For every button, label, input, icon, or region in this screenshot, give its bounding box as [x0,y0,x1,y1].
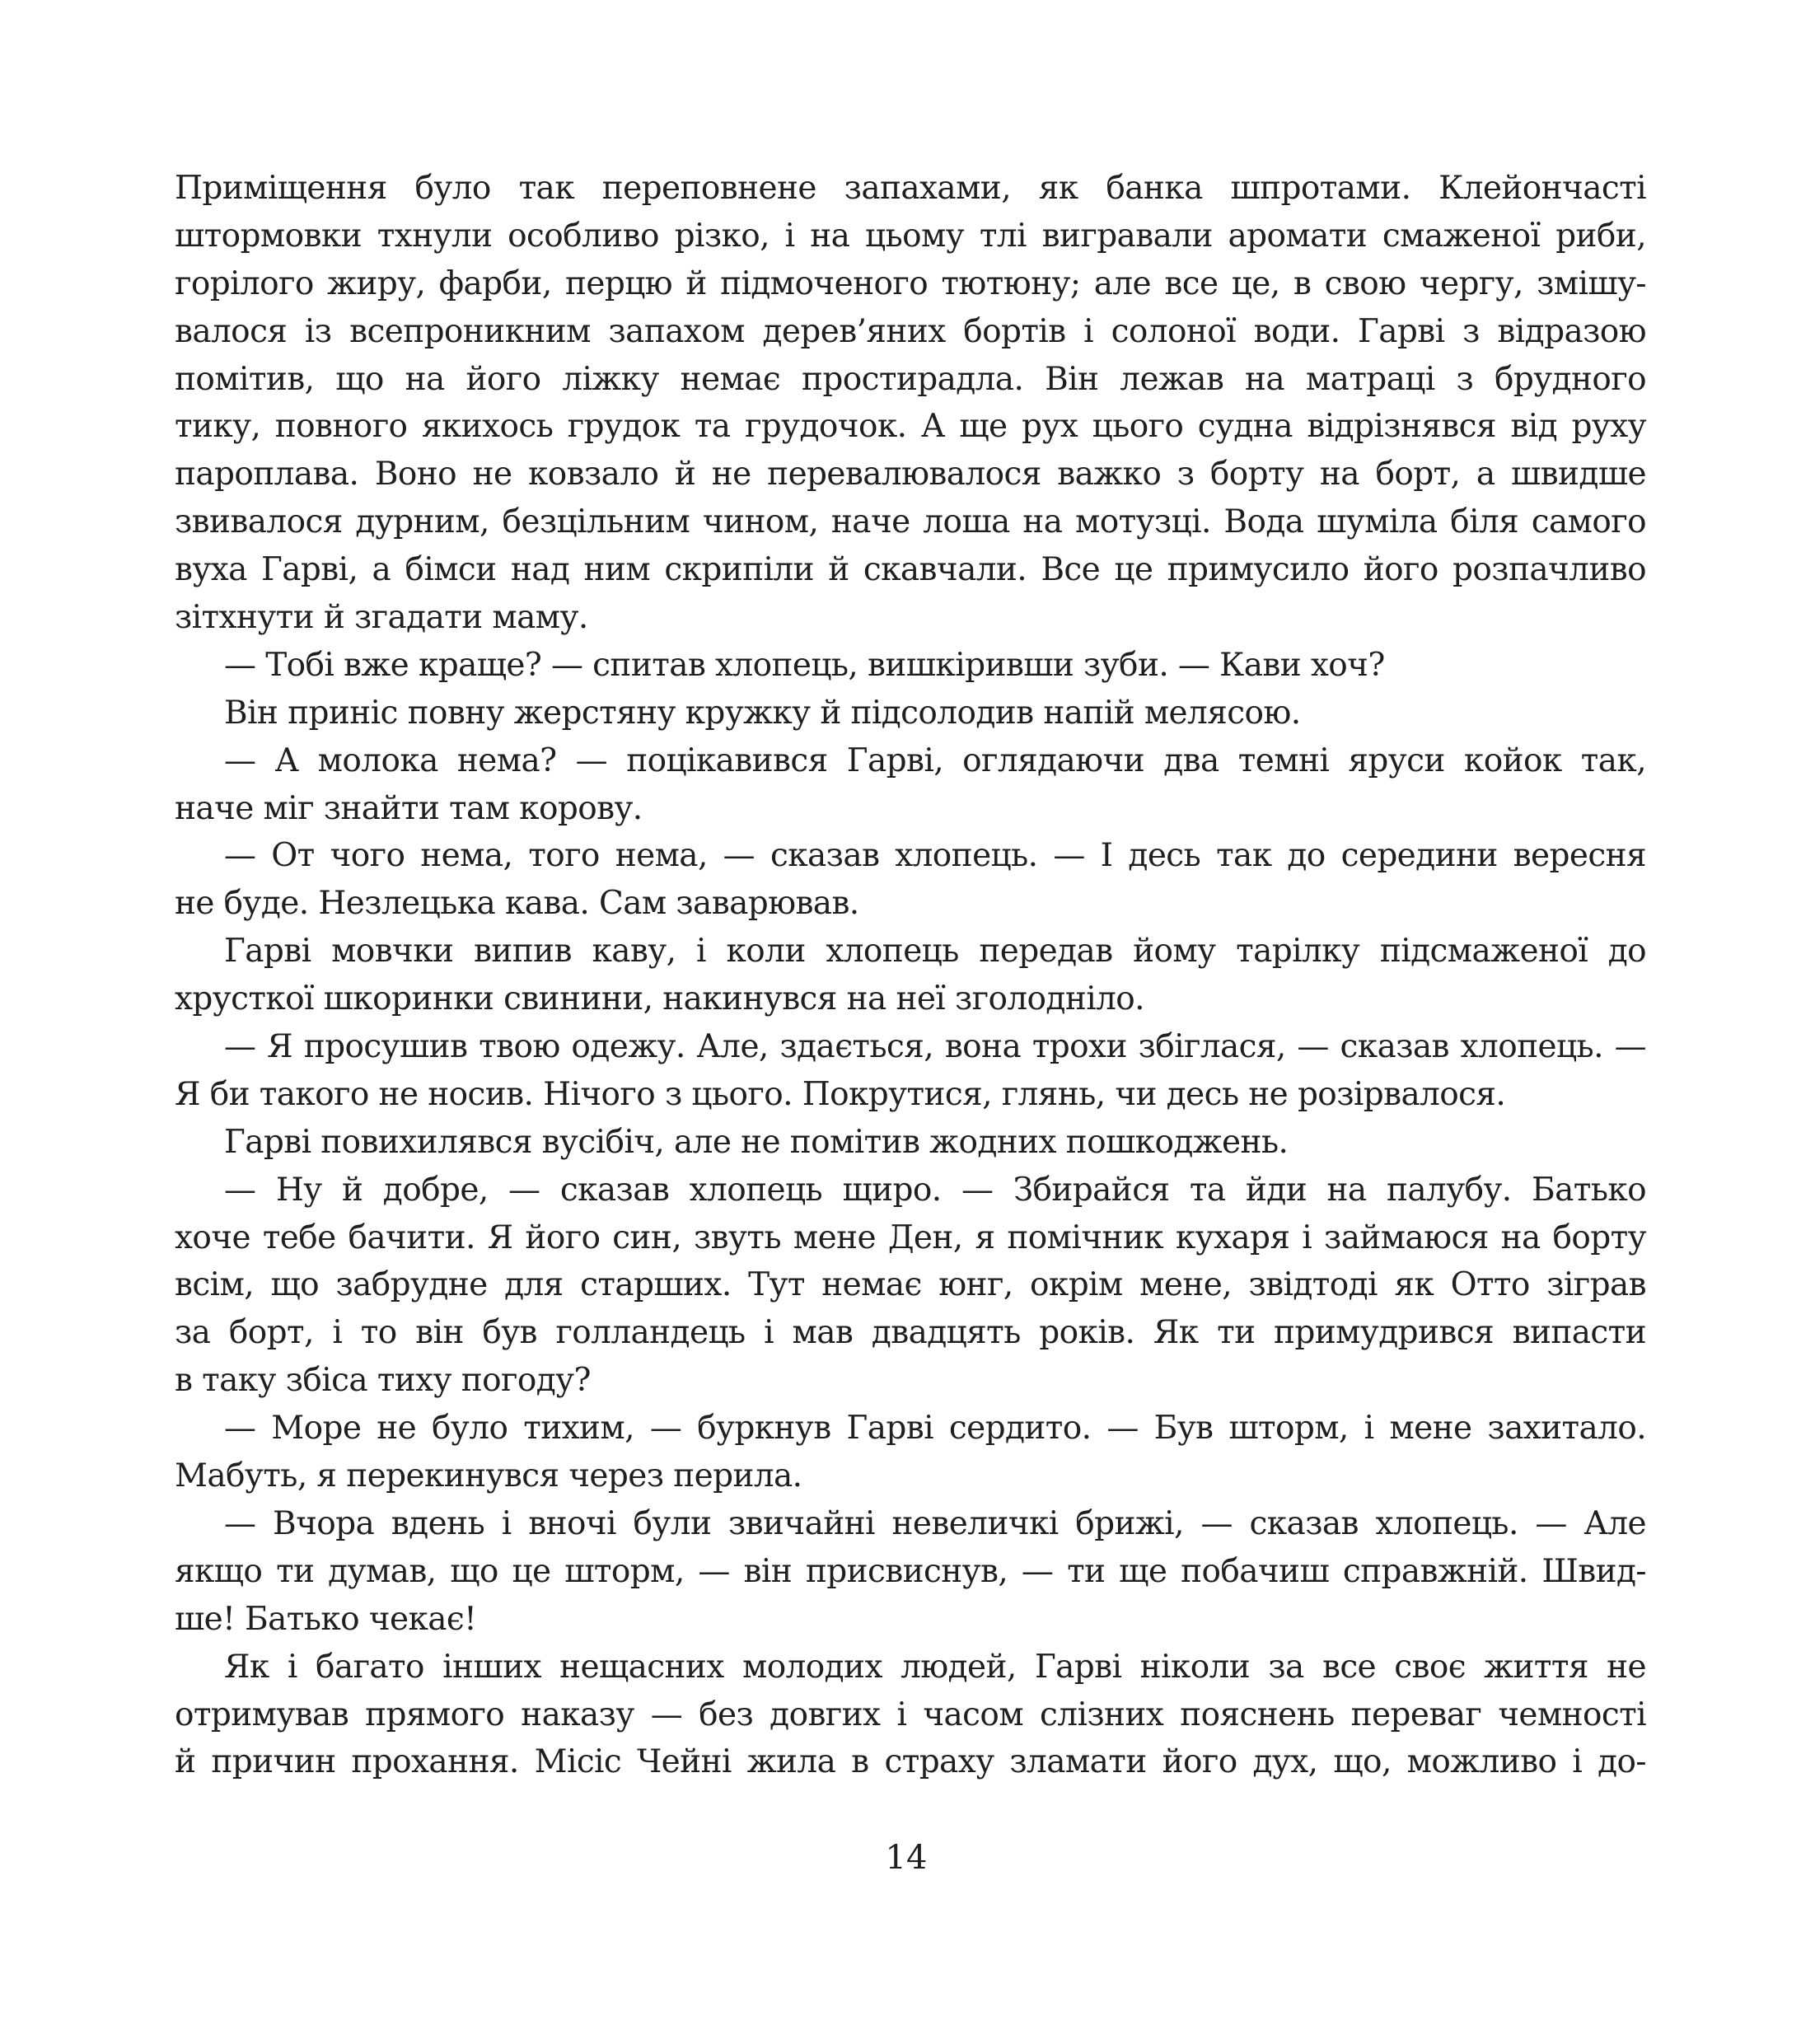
text-line: штормовки тхнули особливо різко, і на цьому тлі вигравали аромати смаженої риби, [175,217,1646,255]
text-line: тику, повного якихось грудок та грудочок. А ще рух цього судна відрізнявся від руху [175,408,1646,446]
text-line: Мабуть, я перекинувся через перила. [175,1457,802,1495]
page-number: 14 [885,1839,928,1877]
text-line: — Вчора вдень і вночі були звичайні невеличкі брижі, — сказав хлопець. — Але [224,1504,1646,1542]
text-line: ше! Батько чекає! [175,1600,477,1638]
text-line: за борт, і то він був голландець і мав двадцять років. Як ти примудрився випасти [175,1314,1646,1352]
text-line: — Море не було тихим, — буркнув Гарві сердито. — Був шторм, і мене захитало. [224,1410,1646,1448]
text-line: не буде. Незлецька кава. Сам заварював. [175,885,859,923]
body-text [175,165,1646,1786]
text-line: пароплава. Воно не ковзало й не перевалювалося важко з борту на борт, а швидше [175,456,1646,493]
text-line: Приміщення було так переповнене запахами, як банка шпротами. Клейончасті [175,170,1646,207]
text-line: — Я просушив твою одежу. Але, здається, вона трохи збіглася, — сказав хлопець. — [224,1028,1646,1066]
text-line: звивалося дурним, безцільним чином, наче лоша на мотузці. Вода шуміла біля самого [175,503,1646,541]
text-line: помітив, що на його ліжку немає простирадла. Він лежав на матраці з брудного [175,360,1646,398]
text-line: Гарві мовчки випив каву, і коли хлопець передав йому тарілку підсмаженої до [224,933,1646,971]
text-line: зітхнути й згадати маму. [175,599,588,637]
text-line: отримував прямого наказу — без довгих і часом слізних пояснень переваг чемності [175,1696,1646,1733]
text-line: хрусткої шкоринки свинини, накинувся на неї зголодніло. [175,980,1144,1018]
text-line: горілого жиру, фарби, перцю й підмоченого тютюну; але все це, в свою чергу, змішу- [175,264,1646,302]
text-line: якщо ти думав, що це шторм, — він присвиснув, — ти ще побачиш справжній. Швид- [175,1552,1646,1590]
text-line: в таку збіса тиху погоду? [175,1362,591,1400]
text-line: вуха Гарві, а бімси над ним скрипіли й скавчали. Все це примусило його розпачливо [175,551,1646,589]
text-line: й причин прохання. Місіс Чейні жила в страху зламати його дух, що, можливо і до- [175,1743,1646,1781]
text-line: Гарві повихилявся вусібіч, але не помітив жодних пошкоджень. [224,1123,1289,1161]
text-line: наче міг знайти там корову. [175,789,643,827]
text-line: Як і багато інших нещасних молодих людей, Гарві ніколи за все своє життя не [224,1648,1646,1686]
text-line: Він приніс повну жерстяну кружку й підсолодив напій мелясою. [224,694,1301,732]
text-line: — Тобі вже краще? — спитав хлопець, вишкіривши зуби. — Кави хоч? [224,646,1385,684]
text-line: валося із всепроникним запахом дерев’яних бортів і солоної води. Гарві з відразою [175,312,1646,350]
text-line: — А молока нема? — поцікавився Гарві, оглядаючи два темні яруси койок так, [224,741,1646,779]
text-line: — От чого нема, того нема, — сказав хлопець. — І десь так до середини вересня [224,837,1646,875]
text-line: всім, що забрудне для старших. Тут немає юнг, окрім мене, звідтоді як Отто зіграв [175,1266,1646,1304]
text-line: хоче тебе бачити. Я його син, звуть мене Ден, я помічник кухаря і займаюся на борту [175,1218,1646,1256]
text-line: — Ну й добре, — сказав хлопець щиро. — Збирайся та йди на палубу. Батько [224,1171,1646,1209]
text-line: Я би такого не носив. Нічого з цього. Покрутися, глянь, чи десь не розірвалося. [175,1075,1506,1113]
